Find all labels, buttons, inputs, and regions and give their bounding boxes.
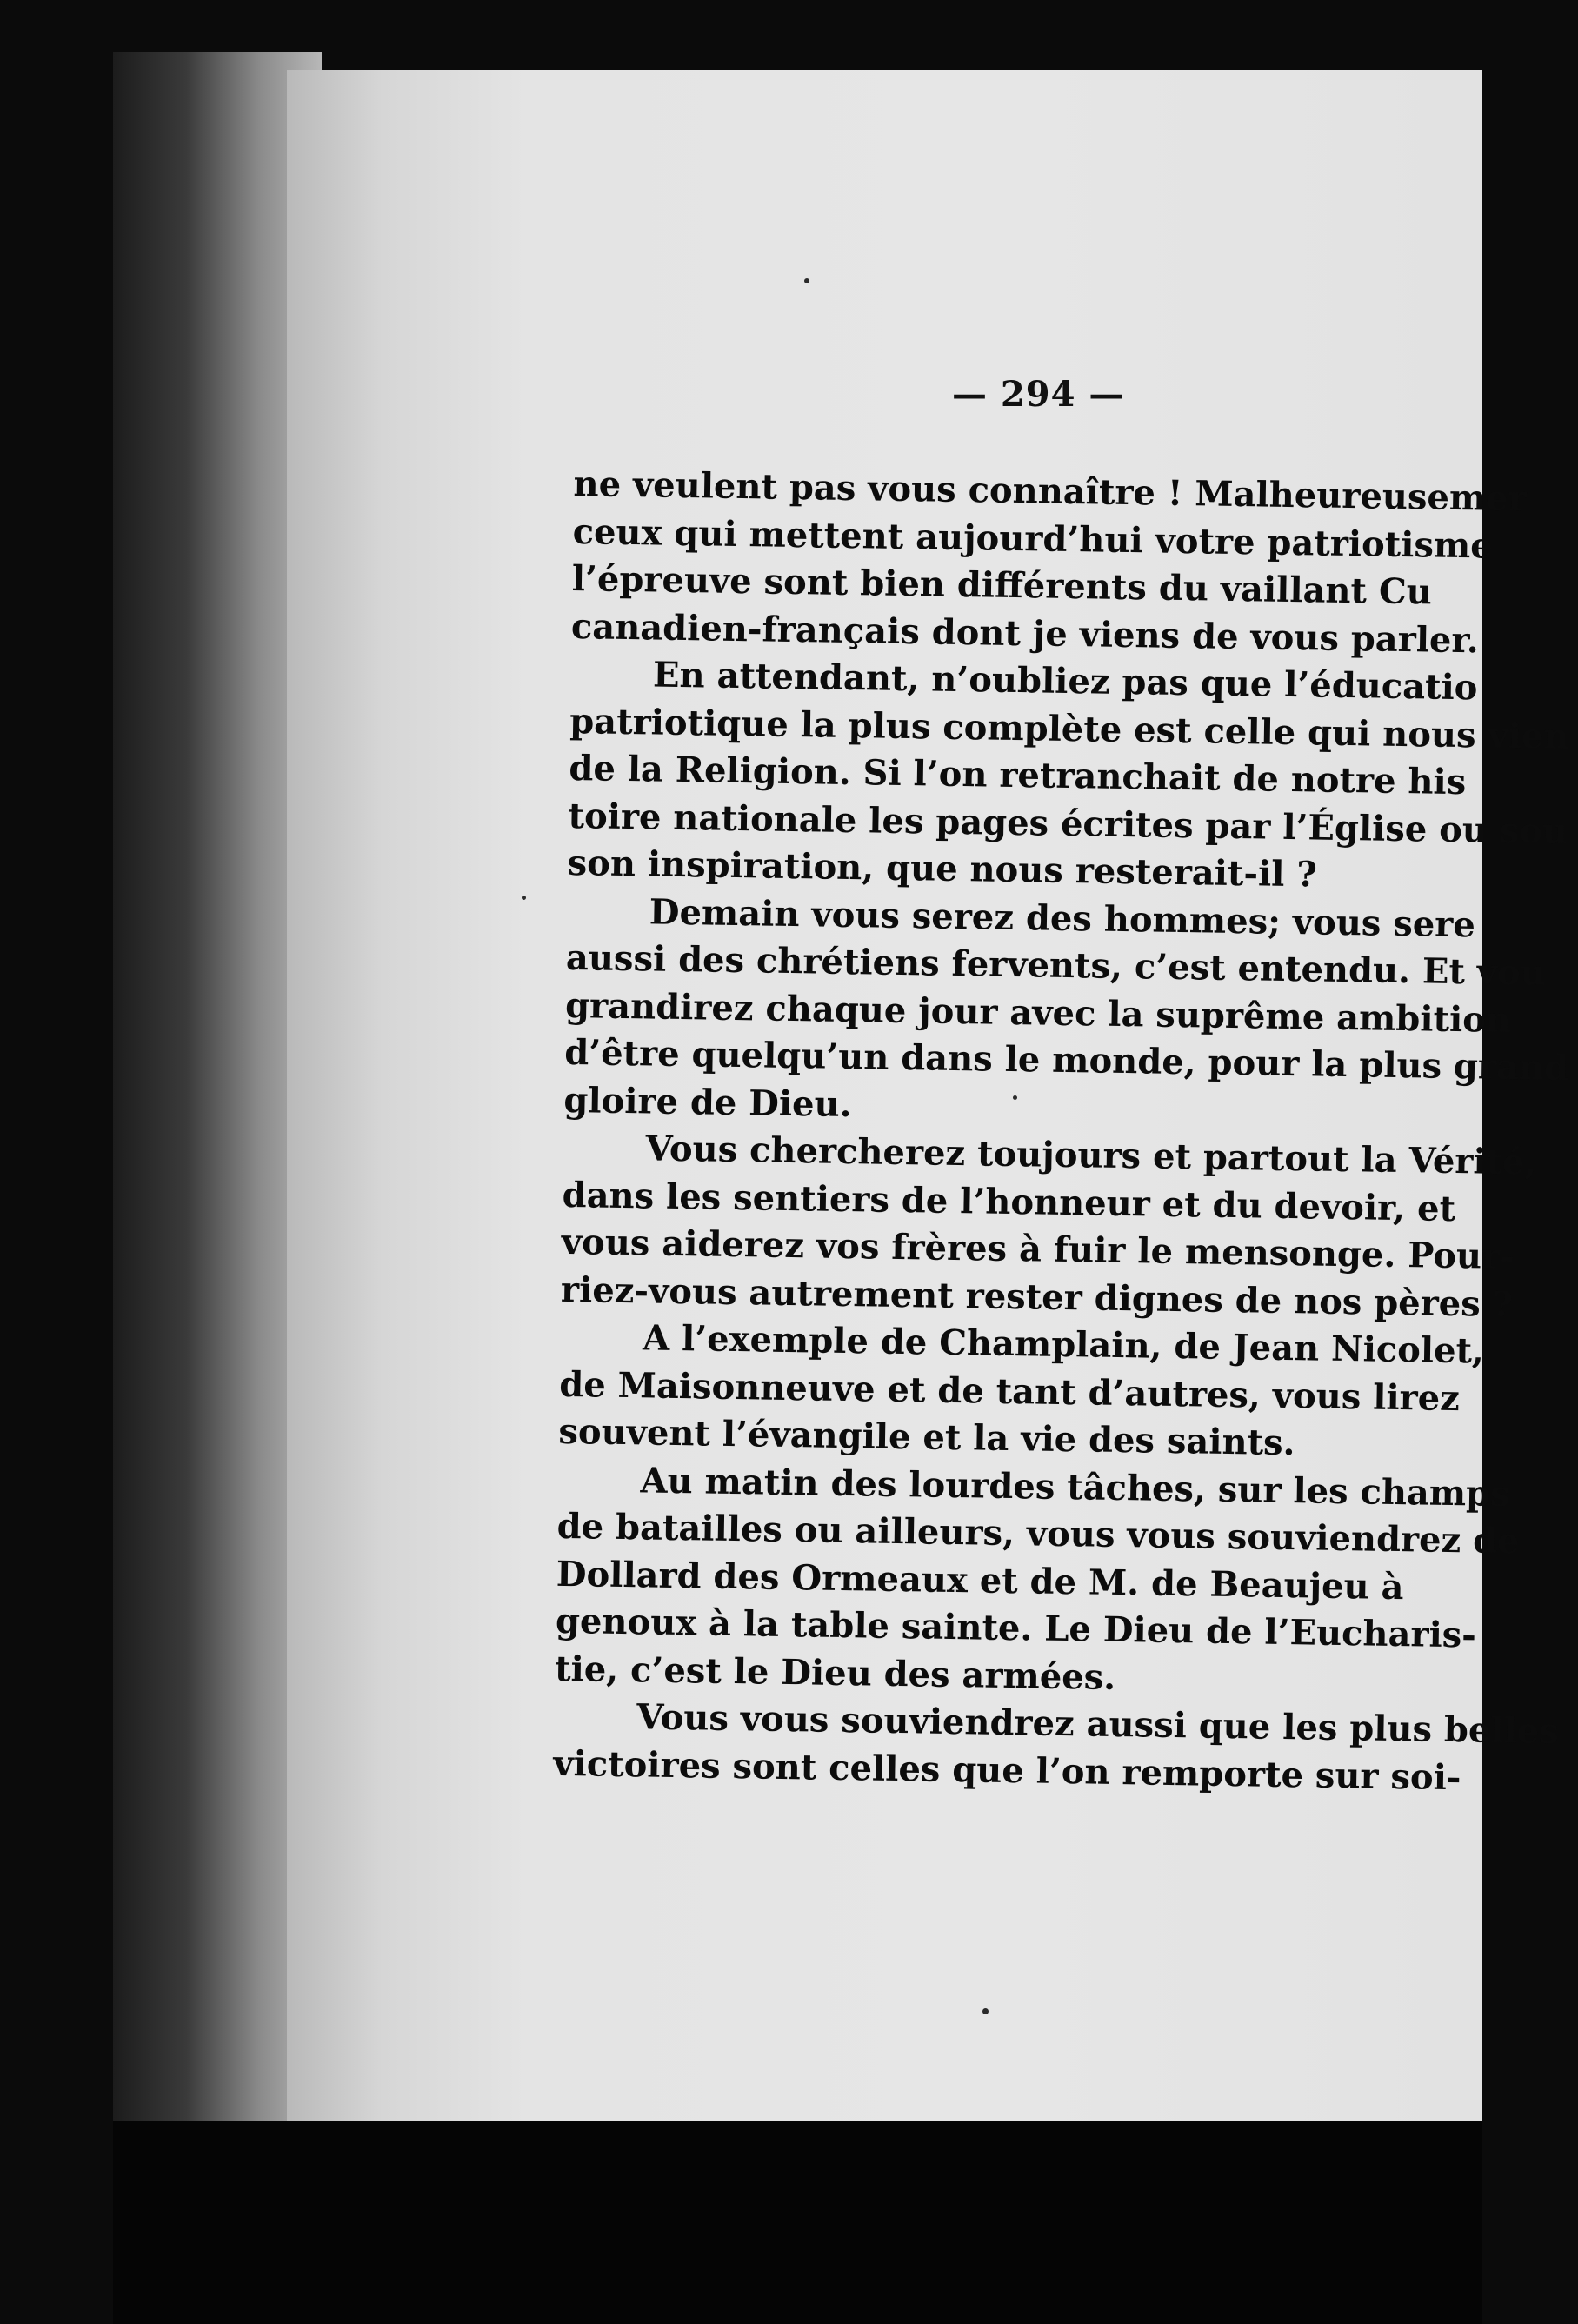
text-line: ne veulent pas vous connaître ! Malheureusemer [573, 463, 1528, 520]
text-line: Vous vous souviendrez aussi que les plus belles [636, 1696, 1560, 1752]
text-line: dans les sentiers de l’honneur et du devoir, et [562, 1174, 1456, 1229]
text-line: Au matin des lourdes tâches, sur les champs [640, 1459, 1511, 1515]
text-line: canadien-français dont je viens de vous parler. [570, 605, 1480, 661]
text-line: de la Religion. Si l’on retranchait de notre his [569, 747, 1467, 803]
text-line: En attendant, n’oubliez pas que l’éducatio [652, 654, 1478, 709]
text-line: d’être quelqu’un dans le monde, pour la plus grand [563, 1031, 1569, 1089]
text-line: souvent l’évangile et la vie des saints. [558, 1410, 1295, 1464]
text-line: victoires sont celles que l’on remporte sur soi- [553, 1742, 1461, 1798]
text-line: grandirez chaque jour avec la suprême ambition [564, 984, 1512, 1041]
text-line: de batailles ou ailleurs, vous vous souviendrez de [556, 1505, 1520, 1562]
text-line: A l’exemple de Champlain, de Jean Nicolet, [642, 1317, 1485, 1372]
text-line: Dollard des Ormeaux et de M. de Beaujeu à [556, 1553, 1404, 1608]
scan-speck [804, 278, 809, 283]
text-line: Demain vous serez des hommes; vous sere [649, 890, 1476, 945]
text-line: de Maisonneuve et de tant d’autres, vous lirez [558, 1363, 1461, 1419]
text-line: vous aiderez vos frères à fuir le mensonge. Pour- [561, 1221, 1515, 1278]
text-line: riez-vous autrement rester dignes de nos pères ? [560, 1269, 1514, 1325]
scan-speck [1013, 1095, 1017, 1100]
body-text [550, 461, 1569, 1953]
text-line: l’épreuve sont bien différents du vaillant Cu [571, 557, 1433, 613]
scan-speck [522, 896, 526, 900]
text-line: aussi des chrétiens fervents, c’est entendu. Et vou [565, 936, 1547, 994]
text-line: Vous chercherez toujours et partout la Vérité, [645, 1128, 1537, 1183]
text-line: tie, c’est le Dieu des armées. [554, 1648, 1116, 1698]
scan-speck [982, 2008, 989, 2014]
text-line: gloire de Dieu. [563, 1079, 852, 1125]
text-line: toire nationale les pages écrites par l’Église ou sou [568, 795, 1568, 852]
text-line: ceux qui mettent aujourd’hui votre patriotisme [572, 510, 1494, 567]
text-line: patriotique la plus complète est celle qui nous vien [569, 700, 1569, 757]
page-number: — 294 — [952, 374, 1125, 415]
text-line: genoux à la table sainte. Le Dieu de l’Eucharis- [555, 1600, 1477, 1656]
page-bottom-edge [113, 2121, 1482, 2324]
text-line: son inspiration, que nous resterait-il ? [567, 842, 1318, 896]
